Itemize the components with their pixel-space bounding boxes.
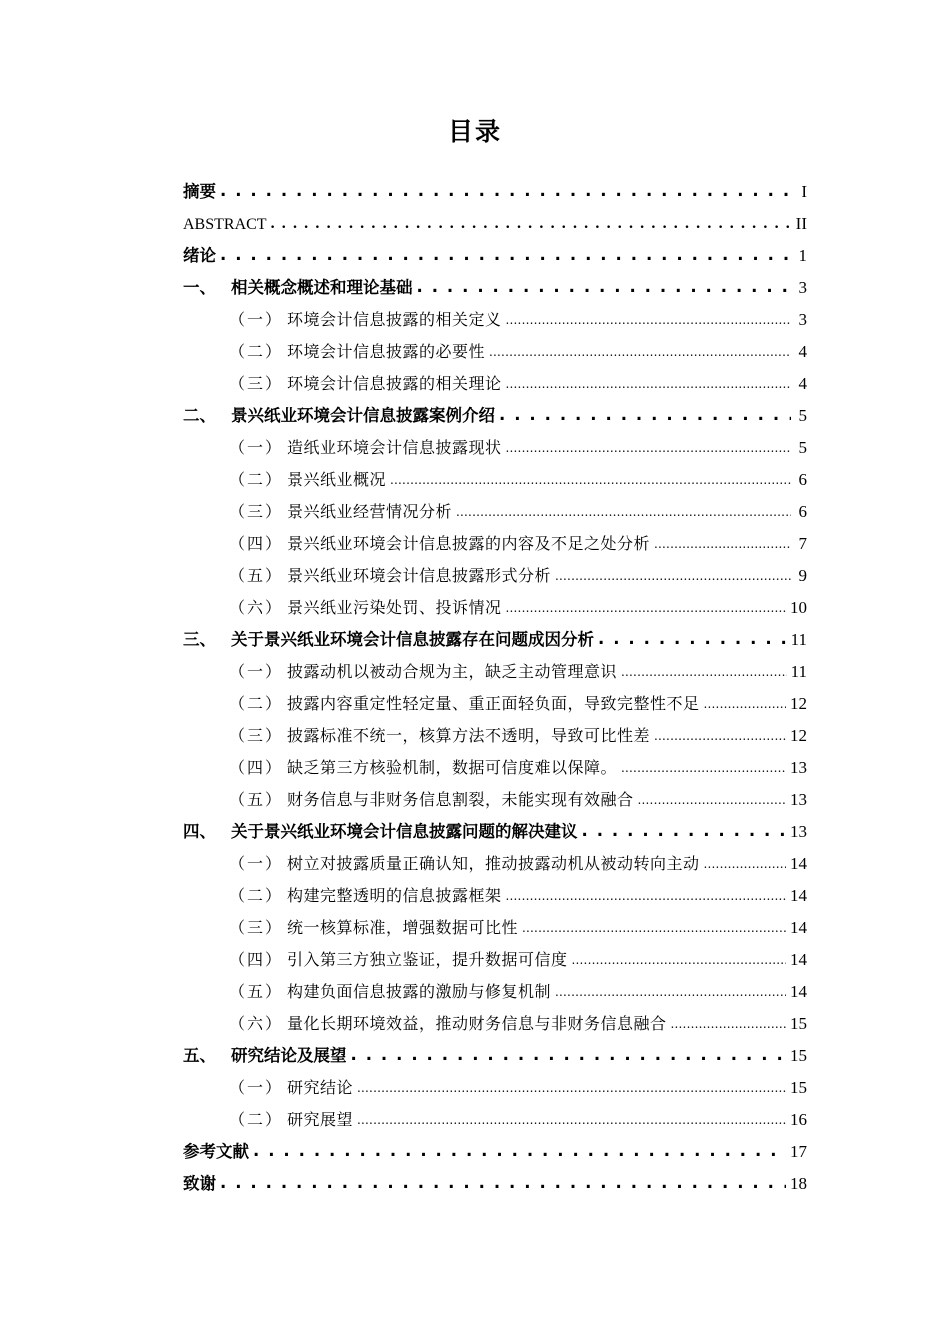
toc-entry-page-number: 11 [790,662,807,681]
toc-entry[interactable] [183,496,807,528]
toc-entry-label: 研究结论及展望 [231,1046,347,1065]
toc-entry-page-number: 13 [790,758,807,777]
toc-entry-label: 景兴纸业污染处罚、投诉情况 [287,598,502,617]
toc-entry-label: 披露标准不统一，核算方法不透明，导致可比性差 [287,726,651,745]
toc-entry[interactable] [183,1072,807,1104]
toc-entry[interactable] [183,944,807,976]
dot-leader [582,815,787,847]
page-title: 目录 [447,117,502,146]
toc-entry-page-number: 14 [790,854,807,873]
dot-leader [621,751,786,784]
toc-entry-number: （三） [229,726,284,745]
dot-leader [638,783,786,816]
toc-entry-page-number: 14 [790,918,807,937]
dot-leader [704,687,786,720]
dot-leader [499,399,791,431]
toc-entry-label: 研究结论 [287,1078,354,1097]
toc-entry-number: （三） [229,918,284,937]
toc-entry-number: （六） [229,1014,284,1033]
toc-entry[interactable] [183,816,807,848]
toc-entry-number: （四） [229,950,284,969]
toc-entry-label: 环境会计信息披露的必要性 [287,342,486,361]
toc-entry[interactable] [183,624,807,656]
toc-entry-page-number: 1 [798,246,807,265]
toc-entry-label: 缺乏第三方核验机制，数据可信度难以保障。 [287,758,618,777]
toc-entry-page-number: 4 [798,374,807,393]
toc-entry-number: （一） [229,1078,284,1097]
toc-entry-number: （一） [229,310,284,329]
toc-entry-number: （一） [229,662,284,681]
toc-entry-page-number: 13 [790,822,807,841]
toc-entry-page-number: 6 [798,470,807,489]
table-of-contents [183,176,807,1200]
toc-entry-page-number: I [801,182,807,201]
toc-entry[interactable] [183,1040,807,1072]
toc-entry[interactable] [183,336,807,368]
toc-entry-label: 统一核算标准，增强数据可比性 [287,918,519,937]
toc-entry[interactable] [183,592,807,624]
toc-entry[interactable] [183,976,807,1008]
dot-leader [253,1135,786,1167]
toc-entry-number: （一） [229,438,284,457]
toc-entry-number: （五） [229,790,284,809]
toc-entry[interactable] [183,720,807,752]
dot-leader [621,655,787,688]
toc-entry-page-number: 5 [798,438,807,457]
toc-entry[interactable] [183,880,807,912]
dot-leader [351,1039,787,1071]
toc-entry-label: 财务信息与非财务信息割裂，未能实现有效融合 [287,790,634,809]
toc-entry-number: （五） [229,982,284,1001]
toc-entry-page-number: 4 [798,342,807,361]
toc-entry[interactable] [183,208,807,240]
toc-entry[interactable] [183,912,807,944]
toc-entry-page-number: 10 [790,598,807,617]
dot-leader [654,719,786,752]
dot-leader [522,911,786,944]
toc-entry-label: 景兴纸业环境会计信息披露的内容及不足之处分析 [287,534,651,553]
toc-entry-page-number: 14 [790,982,807,1001]
dot-leader [506,303,791,336]
toc-entry[interactable] [183,528,807,560]
dot-leader [704,847,786,880]
dot-leader [357,1103,786,1136]
toc-entry-number: 四、 [183,822,216,841]
toc-entry[interactable] [183,1008,807,1040]
toc-entry-number: （五） [229,566,284,585]
toc-entry-page-number: 13 [790,790,807,809]
toc-entry-number: （二） [229,470,284,489]
toc-entry[interactable] [183,304,807,336]
toc-entry-label: 参考文献 [183,1142,249,1161]
toc-entry-page-number: 14 [790,950,807,969]
dot-leader [220,175,791,207]
toc-entry-label: 致谢 [183,1174,216,1193]
dot-leader [489,335,791,368]
dot-leader [572,943,786,976]
dot-leader [220,239,791,271]
toc-entry-label: 量化长期环境效益，推动财务信息与非财务信息融合 [287,1014,667,1033]
toc-entry-number: （二） [229,1110,284,1129]
toc-entry-number: （二） [229,694,284,713]
toc-entry[interactable] [183,368,807,400]
dot-leader [390,463,791,496]
toc-entry-label: 造纸业环境会计信息披露现状 [287,438,502,457]
toc-entry-page-number: 12 [790,726,807,745]
toc-entry-label: 披露内容重定性轻定量、重正面轻负面，导致完整性不足 [287,694,700,713]
toc-entry-page-number: 5 [798,406,807,425]
toc-entry[interactable] [183,848,807,880]
toc-entry-number: 二、 [183,406,216,425]
toc-entry-label: 环境会计信息披露的相关定义 [287,310,502,329]
toc-entry[interactable] [183,1136,807,1168]
toc-entry[interactable] [183,560,807,592]
toc-entry-label: 关于景兴纸业环境会计信息披露问题的解决建议 [231,822,578,841]
toc-entry-label: 披露动机以被动合规为主，缺乏主动管理意识 [287,662,618,681]
toc-entry[interactable] [183,240,807,272]
toc-entry[interactable] [183,1104,807,1136]
toc-entry[interactable] [183,272,807,304]
dot-leader [357,1071,786,1104]
toc-entry-label: 景兴纸业环境会计信息披露案例介绍 [231,406,495,425]
toc-entry[interactable] [183,656,807,688]
toc-entry-label: 景兴纸业环境会计信息披露形式分析 [287,566,552,585]
dot-leader [654,527,791,560]
toc-entry-label: 研究展望 [287,1110,354,1129]
toc-entry[interactable] [183,464,807,496]
toc-entry-label: 树立对披露质量正确认知，推动披露动机从被动转向主动 [287,854,700,873]
toc-entry-label: 构建完整透明的信息披露框架 [287,886,502,905]
toc-entry-label: 引入第三方独立鉴证，提升数据可信度 [287,950,568,969]
toc-entry-page-number: 3 [798,278,807,297]
toc-entry[interactable] [183,784,807,816]
toc-entry-page-number: 15 [790,1046,807,1065]
toc-entry-number: （四） [229,534,284,553]
toc-entry-page-number: 15 [790,1014,807,1033]
toc-entry-label: 景兴纸业概况 [287,470,387,489]
toc-entry[interactable] [183,400,807,432]
toc-entry-page-number: 12 [790,694,807,713]
toc-entry-label: 构建负面信息披露的激励与修复机制 [287,982,552,1001]
toc-entry-page-number: 7 [798,534,807,553]
toc-entry[interactable] [183,432,807,464]
toc-entry-label: ABSTRACT [183,216,267,233]
toc-entry-number: （三） [229,374,284,393]
toc-entry-page-number: 3 [798,310,807,329]
toc-entry-page-number: 17 [790,1142,807,1161]
dot-leader [598,623,787,655]
dot-leader [506,367,791,400]
dot-leader [417,271,792,303]
toc-entry[interactable] [183,688,807,720]
dot-leader [506,431,791,464]
toc-entry-number: 三、 [183,630,216,649]
toc-entry-page-number: 18 [790,1174,807,1193]
toc-entry-label: 关于景兴纸业环境会计信息披露存在问题成因分析 [231,630,594,649]
toc-entry-number: 五、 [183,1046,216,1065]
toc-entry-number: （二） [229,886,284,905]
toc-entry-number: （六） [229,598,284,617]
toc-entry-number: 一、 [183,278,216,297]
toc-entry-page-number: 15 [790,1078,807,1097]
toc-entry[interactable] [183,176,807,208]
dot-leader [271,208,791,240]
dot-leader [220,1167,786,1199]
dot-leader [506,591,786,624]
toc-entry-label: 环境会计信息披露的相关理论 [287,374,502,393]
dot-leader [555,975,786,1008]
toc-entry-label: 摘要 [183,182,216,201]
toc-entry-label: 相关概念概述和理论基础 [231,278,413,297]
toc-entry-number: （一） [229,854,284,873]
toc-entry-number: （二） [229,342,284,361]
toc-entry-number: （四） [229,758,284,777]
toc-entry-page-number: 11 [790,630,807,649]
toc-entry-page-number: 6 [798,502,807,521]
toc-entry-label: 绪论 [183,246,216,265]
dot-leader [555,559,791,592]
toc-entry[interactable] [183,1168,807,1200]
dot-leader [671,1007,786,1040]
toc-entry-page-number: 16 [790,1110,807,1129]
dot-leader [456,495,791,528]
toc-entry-label: 景兴纸业经营情况分析 [287,502,453,521]
toc-entry-page-number: 9 [798,566,807,585]
toc-entry-page-number: 14 [790,886,807,905]
toc-entry-number: （三） [229,502,284,521]
toc-entry-page-number: II [795,214,807,233]
toc-entry[interactable] [183,752,807,784]
dot-leader [506,879,786,912]
